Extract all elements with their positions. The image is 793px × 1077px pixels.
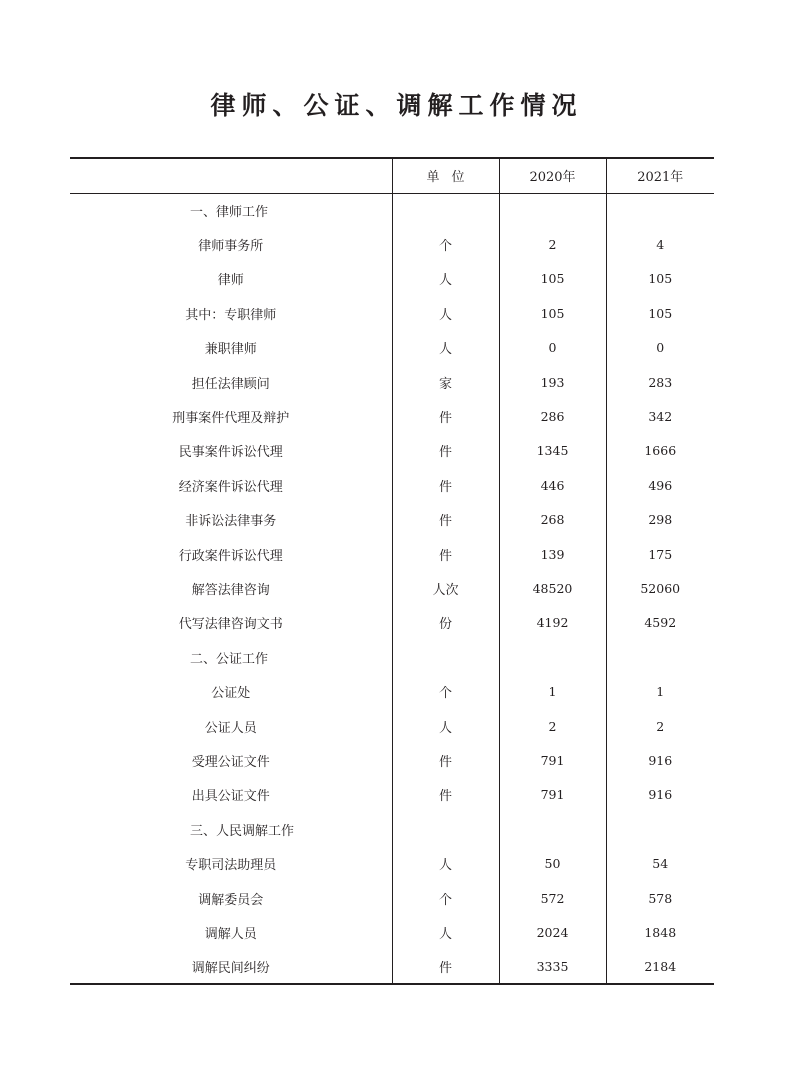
table-row: [70, 468, 714, 502]
row-value-2021: 0: [606, 331, 714, 365]
row-item-name: 代写法律咨询文书: [178, 617, 283, 633]
row-value-2021: 2184: [606, 950, 714, 984]
table-row: [70, 709, 714, 743]
row-value-2020: 3335: [499, 950, 606, 984]
row-unit: 人: [392, 262, 499, 296]
section-row: [70, 193, 714, 227]
row-item-name: 律师: [217, 273, 244, 289]
row-value-2021: 54: [606, 846, 714, 880]
header-unit: 单位: [392, 158, 499, 193]
table-row: [70, 606, 714, 640]
section-title: 二、公证工作: [190, 651, 269, 667]
row-item-name: 公证人员: [204, 720, 257, 736]
table-row: [70, 950, 714, 984]
row-value-2021: 4: [606, 227, 714, 261]
header-item-name: [70, 158, 392, 193]
table-row: [70, 296, 714, 330]
section-title: 三、人民调解工作: [190, 823, 295, 839]
row-unit: 件: [392, 950, 499, 984]
table-row: [70, 434, 714, 468]
row-value-2021: 916: [606, 778, 714, 812]
row-item-name: 非诉讼法律事务: [185, 514, 277, 530]
table-header-row: [70, 158, 714, 193]
row-item-name: 民事案件诉讼代理: [178, 445, 283, 461]
row-value-2021: 916: [606, 743, 714, 777]
row-unit: 份: [392, 606, 499, 640]
row-value-2020: 105: [499, 262, 606, 296]
row-value-2020: [499, 812, 606, 846]
table-row: [70, 743, 714, 777]
row-unit: 个: [392, 227, 499, 261]
table-row: [70, 674, 714, 708]
row-unit: 件: [392, 537, 499, 571]
row-unit: [392, 812, 499, 846]
row-unit: [392, 640, 499, 674]
row-value-2020: 2: [499, 709, 606, 743]
row-unit: 个: [392, 674, 499, 708]
row-value-2020: [499, 193, 606, 227]
row-value-2021: 105: [606, 296, 714, 330]
row-unit: 人: [392, 846, 499, 880]
row-value-2020: 48520: [499, 571, 606, 605]
row-value-2020: 1345: [499, 434, 606, 468]
row-item-name: 调解民间纠纷: [70, 950, 392, 984]
row-item-name: 担任法律顾问: [191, 376, 270, 392]
row-value-2021: 578: [606, 881, 714, 915]
row-value-2020: 4192: [499, 606, 606, 640]
table-row: [70, 778, 714, 812]
section-row: [70, 812, 714, 846]
row-item-name: 调解人员: [204, 926, 257, 942]
row-item-name: 兼职律师: [204, 342, 257, 358]
table-body: [70, 193, 714, 984]
table-row: [70, 365, 714, 399]
row-item-name: 出具公证文件: [191, 789, 270, 805]
row-value-2021: 342: [606, 399, 714, 433]
row-value-2021: 496: [606, 468, 714, 502]
row-value-2021: 4592: [606, 606, 714, 640]
section-title: 一、律师工作: [190, 204, 269, 220]
table-row: [70, 262, 714, 296]
table-row: [70, 227, 714, 261]
row-value-2020: 446: [499, 468, 606, 502]
table-row: [70, 537, 714, 571]
row-unit: 个: [392, 881, 499, 915]
row-unit: 件: [392, 399, 499, 433]
row-item-name: 受理公证文件: [191, 754, 270, 770]
row-unit: 件: [392, 503, 499, 537]
row-value-2021: 105: [606, 262, 714, 296]
row-item-name: 专职司法助理员: [185, 858, 277, 874]
row-unit: [392, 193, 499, 227]
row-item-name: 行政案件诉讼代理: [178, 548, 283, 564]
row-value-2020: 2: [499, 227, 606, 261]
row-unit: 家: [392, 365, 499, 399]
table-row: [70, 915, 714, 949]
page-title: 律师、公证、调解工作情况: [210, 91, 583, 120]
row-unit: 件: [392, 778, 499, 812]
row-value-2021: 1666: [606, 434, 714, 468]
row-value-2020: 105: [499, 296, 606, 330]
row-unit: 件: [392, 434, 499, 468]
row-unit: 人次: [392, 571, 499, 605]
table-row: [70, 399, 714, 433]
table-row: [70, 571, 714, 605]
row-value-2021: 298: [606, 503, 714, 537]
row-item-name: 律师事务所: [198, 239, 264, 255]
row-value-2020: 0: [499, 331, 606, 365]
row-value-2021: 283: [606, 365, 714, 399]
row-item-name: 其中：专职律师: [185, 307, 277, 323]
row-value-2020: 791: [499, 778, 606, 812]
row-value-2020: 572: [499, 881, 606, 915]
row-value-2020: 50: [499, 846, 606, 880]
row-item-name: 刑事案件代理及辩护: [172, 411, 290, 427]
row-value-2020: 268: [499, 503, 606, 537]
row-value-2020: [499, 640, 606, 674]
row-value-2021: [606, 812, 714, 846]
row-value-2020: 139: [499, 537, 606, 571]
table-row: [70, 881, 714, 915]
row-value-2020: 1: [499, 674, 606, 708]
header-year-2020: 2020年: [499, 158, 606, 193]
header-year-2021: 2021年: [606, 158, 714, 193]
statistics-table: [70, 157, 714, 985]
table-row: [70, 846, 714, 880]
statistics-table-container: [70, 157, 714, 985]
row-value-2021: 2: [606, 709, 714, 743]
row-unit: 人: [392, 709, 499, 743]
row-value-2020: 2024: [499, 915, 606, 949]
section-row: [70, 640, 714, 674]
row-unit: 人: [392, 296, 499, 330]
row-value-2020: 791: [499, 743, 606, 777]
row-unit: 件: [392, 468, 499, 502]
table-row: [70, 503, 714, 537]
row-item-name: 解答法律咨询: [191, 582, 270, 598]
row-unit: 件: [392, 743, 499, 777]
row-value-2020: 286: [499, 399, 606, 433]
row-item-name: 调解委员会: [198, 892, 264, 908]
row-item-name: 公证处: [211, 686, 251, 702]
row-value-2021: [606, 193, 714, 227]
table-row: [70, 331, 714, 365]
row-item-name: 经济案件诉讼代理: [178, 479, 283, 495]
row-value-2021: [606, 640, 714, 674]
row-value-2021: 175: [606, 537, 714, 571]
row-value-2021: 52060: [606, 571, 714, 605]
row-unit: 人: [392, 915, 499, 949]
row-value-2021: 1848: [606, 915, 714, 949]
row-value-2021: 1: [606, 674, 714, 708]
row-value-2020: 193: [499, 365, 606, 399]
row-unit: 人: [392, 331, 499, 365]
